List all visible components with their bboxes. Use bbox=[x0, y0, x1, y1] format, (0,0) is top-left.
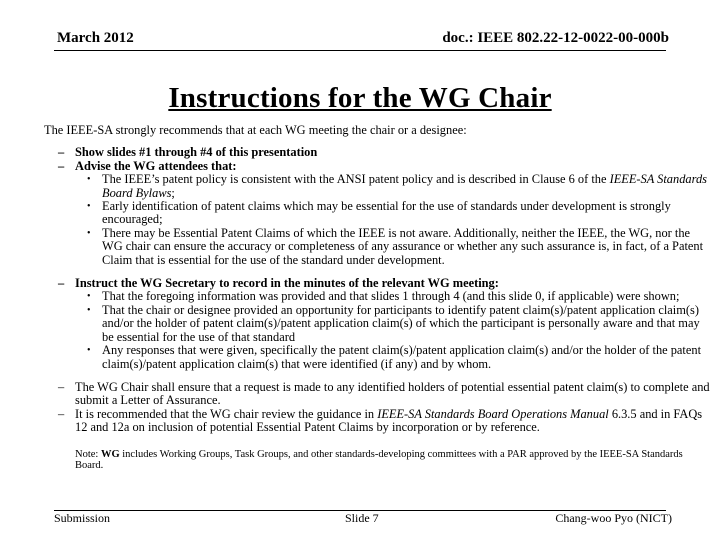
item-letter-of-assurance: – The WG Chair shall ensure that a request is made to any identified holders of potential essential patent claim(s) to complete and submit a Letter of Assurance. bbox=[58, 379, 710, 408]
instruct-bullet-2-text: That the chair or designee provided an opportunity for participants to identify patent claim(s)/patent application claim(s) and/or the holder of patent claim(s)/patent application claim(s) of which the participant is personally aware and that may be essential for the use of that standard bbox=[102, 302, 700, 344]
footnote bbox=[44, 449, 710, 471]
advise-bullet-3-text: There may be Essential Patent Claims of which the IEEE is not aware. Additionally, neither the IEEE, the WG, nor the WG chair can ensure the accuracy or completeness of any assurance or whether any such assurance is, in fact, of a Patent Claim that is essential for the use of the standard under development. bbox=[102, 225, 704, 267]
note-wg: WG bbox=[100, 448, 120, 460]
instruct-bullet-3: • Any responses that were given, specifically the patent claim(s)/patent application claim(s) and/or the holder of the patent claim(s)/patent application claim(s) that were identified (if any) and by whom. bbox=[87, 343, 702, 371]
footer-submission: Submission bbox=[54, 511, 111, 525]
advise-bullet-2: • Early identification of patent claims which may be essential for the use of standards under development is strongly encouraged; bbox=[87, 199, 671, 227]
footer-author: Chang-woo Pyo (NICT) bbox=[555, 511, 672, 525]
intro-text: The IEEE-SA strongly recommends that at each WG meeting the chair or a designee: bbox=[44, 123, 467, 137]
note-prefix: Note: bbox=[75, 448, 101, 460]
bylaws-reference: IEEE-SA Standards Board Bylaws bbox=[102, 172, 707, 200]
item-guidance-end: 6.3.5 and in FAQs 12 and 12a on inclusion of potential Essential Patent Claims by incorporation or by reference. bbox=[75, 406, 703, 435]
slide-title: Instructions for the WG Chair bbox=[168, 82, 552, 114]
advise-bullet-1-end: ; bbox=[171, 185, 175, 200]
instruct-bullet-1: • That the foregoing information was provided and that slides 1 through 4 (and this slide 0, if applicable) were shown; bbox=[87, 289, 680, 304]
item-instruct: – Instruct the WG Secretary to record in the minutes of the relevant WG meeting: bbox=[58, 276, 499, 291]
instruct-bullet-2: • That the chair or designee provided an opportunity for participants to identify patent claim(s)/patent application claim(s) and/or the holder of patent claim(s)/patent application claim(s) of which the participant is personally aware and that may be essential for the use of that standard bbox=[87, 302, 700, 344]
slide-body bbox=[44, 124, 710, 471]
advise-bullet-1-text: The IEEE’s patent policy is consistent with the ANSI patent policy and is described in Clause 6 of the bbox=[102, 172, 610, 187]
item-advise-text: Advise the WG attendees that: bbox=[75, 158, 237, 173]
item-guidance-text: It is recommended that the WG chair review the guidance in bbox=[75, 406, 378, 421]
item-guidance: – It is recommended that the WG chair review the guidance in IEEE-SA Standards Board Operations Manual 6.3.5 and in FAQs 12 and 12a on inclusion of potential Essential Patent Claims by incorporation or by reference. bbox=[58, 406, 703, 435]
item-instruct-text: Instruct the WG Secretary to record in the minutes of the relevant WG meeting: bbox=[75, 276, 499, 291]
item-advise: – Advise the WG attendees that: bbox=[58, 158, 237, 173]
advise-bullet-2-text: Early identification of patent claims which may be essential for the use of standards under development is strongly encouraged; bbox=[102, 199, 671, 227]
header-rule bbox=[54, 50, 666, 51]
footer-slide-number: Slide 7 bbox=[345, 511, 379, 525]
advise-bullet-1: • The IEEE’s patent policy is consistent with the ANSI patent policy and is described in Clause 6 of the IEEE-SA Standards Board Bylaws; bbox=[87, 172, 707, 200]
item-show-slides-text: Show slides #1 through #4 of this presentation bbox=[75, 145, 318, 160]
note-text: includes Working Groups, Task Groups, and other standards-developing committees with a PAR approved by the IEEE-SA Standards Board. bbox=[75, 448, 683, 471]
instruct-bullet-3-text: Any responses that were given, specifically the patent claim(s)/patent application claim(s) and/or the holder of the patent claim(s)/patent application claim(s) that were identified (if any) and by whom. bbox=[102, 343, 702, 371]
item-show-slides: – Show slides #1 through #4 of this presentation bbox=[58, 145, 318, 160]
item-loa-text: The WG Chair shall ensure that a request is made to any identified holders of potential essential patent claim(s) to complete and submit a Letter of Assurance. bbox=[75, 379, 710, 408]
header-doc-id: doc.: IEEE 802.22-12-0022-00-000b bbox=[442, 30, 669, 46]
advise-bullet-3: • There may be Essential Patent Claims of which the IEEE is not aware. Additionally, neither the IEEE, the WG, nor the WG chair can ensure the accuracy or completeness of any assurance or whether any such assurance is, in fact, of a Patent Claim that is essential for the use of the standard under development. bbox=[87, 225, 704, 267]
operations-manual-reference: IEEE-SA Standards Board Operations Manual bbox=[377, 406, 609, 421]
header-date: March 2012 bbox=[57, 30, 134, 46]
instruct-bullet-1-text: That the foregoing information was provided and that slides 1 through 4 (and this slide 0, if applicable) were shown; bbox=[102, 289, 680, 304]
